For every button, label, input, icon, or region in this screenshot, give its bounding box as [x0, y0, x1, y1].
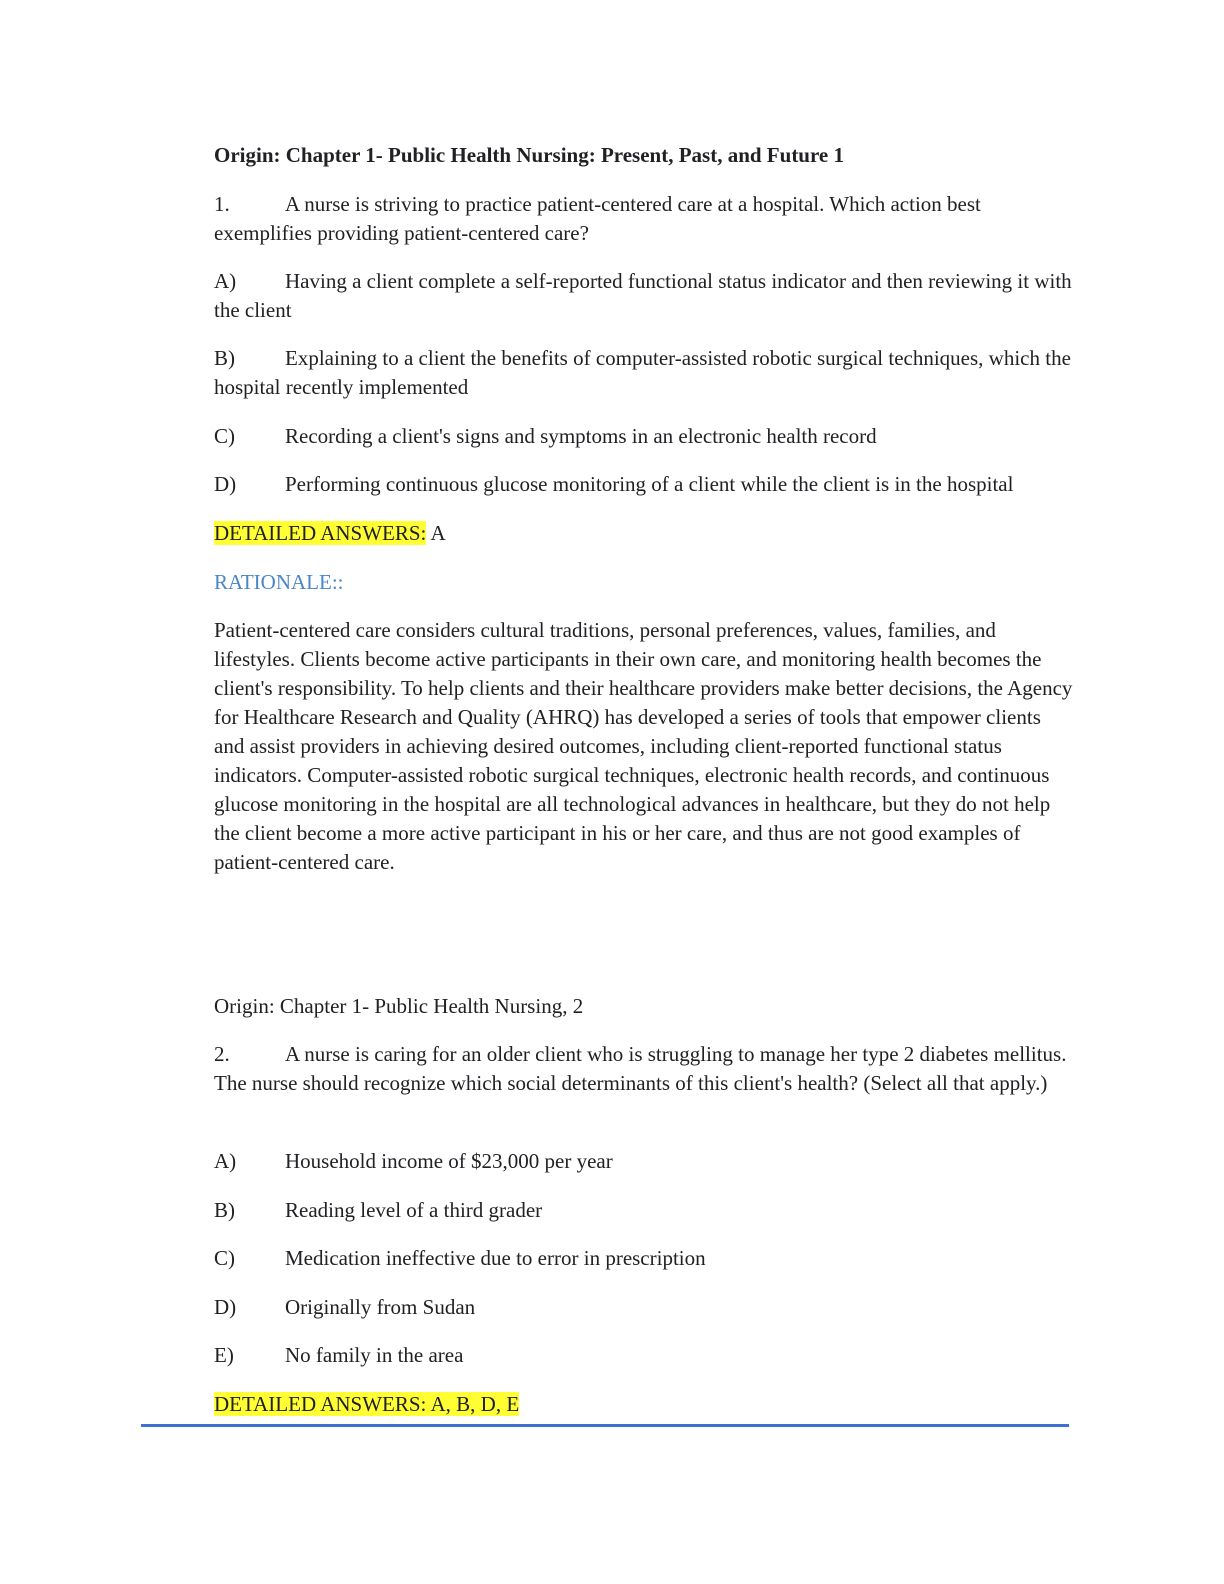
q2-option-d-text: Originally from Sudan: [285, 1295, 476, 1319]
q1-rationale-label: RATIONALE::: [214, 570, 344, 594]
q2-answer: [214, 1390, 1074, 1419]
q1-option-c-letter: C): [214, 424, 235, 448]
q2-option-d: [214, 1293, 1074, 1322]
q2-answer-label: DETAILED ANSWERS: A, B, D, E: [214, 1392, 520, 1416]
q1-option-a: [214, 267, 1074, 325]
q1-origin-heading: Origin: Chapter 1- Public Health Nursing: Present, Past, and Future 1: [214, 143, 844, 167]
q2-option-b-text: Reading level of a third grader: [285, 1198, 543, 1222]
q2-option-c-letter: C): [214, 1246, 235, 1270]
q2-question-text: A nurse is caring for an older client who is struggling to manage her type 2 diabetes mellitus. The nurse should recognize which social determinants of this client's health? (Select all that apply.): [214, 1042, 1067, 1095]
q1-option-c-text: Recording a client's signs and symptoms in an electronic health record: [285, 424, 877, 448]
q2-option-b: [214, 1196, 1074, 1225]
q2-origin-heading: Origin: Chapter 1- Public Health Nursing, 2: [214, 994, 584, 1018]
q2-question: [214, 1040, 1074, 1098]
q2-option-c-text: Medication ineffective due to error in prescription: [285, 1246, 706, 1270]
q1-rationale-text: Patient-centered care considers cultural traditions, personal preferences, values, families, and lifestyles. Clients become active participants in their own care, and monitoring health becomes the client's responsibility. To help clients and their healthcare providers make better decisions, the Agency for Healthcare Research and Quality (AHRQ) has developed a series of tools that empower clients and assist providers in achieving desired outcomes, including client-reported functional status indicators. Computer-assisted robotic surgical techniques, electronic health records, and continuous glucose monitoring in the hospital are all technological advances in healthcare, but they do not help the client become a more active participant in his or her care, and thus are not good examples of patient-centered care.: [214, 618, 1073, 874]
q1-option-c: [214, 422, 1074, 451]
q1-question-text: A nurse is striving to practice patient-centered care at a hospital. Which action best exemplifies providing patient-centered care?: [214, 192, 981, 245]
q2-number: 2.: [214, 1042, 230, 1066]
section-divider: [141, 1424, 1069, 1427]
q1-option-a-letter: A): [214, 269, 237, 293]
q1-question: [214, 190, 1074, 248]
q1-number: 1.: [214, 192, 230, 216]
q1-option-a-text: Having a client complete a self-reported functional status indicator and then reviewing it with the client: [214, 269, 1072, 322]
q1-answer: [214, 519, 1074, 548]
q1-option-b: [214, 344, 1074, 402]
q1-answer-label: DETAILED ANSWERS:: [214, 521, 427, 545]
q1-option-d-text: Performing continuous glucose monitoring of a client while the client is in the hospital: [285, 472, 1014, 496]
q1-option-b-letter: B): [214, 346, 235, 370]
q2-option-a: [214, 1147, 1074, 1176]
q2-option-e-letter: E): [214, 1343, 234, 1367]
q1-option-d-letter: D): [214, 472, 237, 496]
q2-option-d-letter: D): [214, 1295, 237, 1319]
q1-answer-value: A: [426, 521, 446, 545]
q2-option-a-text: Household income of $23,000 per year: [285, 1149, 613, 1173]
q2-option-c: [214, 1244, 1074, 1273]
q2-option-a-letter: A): [214, 1149, 237, 1173]
q2-option-e-text: No family in the area: [285, 1343, 464, 1367]
q1-option-b-text: Explaining to a client the benefits of computer-assisted robotic surgical techniques, which the hospital recently implemented: [214, 346, 1071, 399]
q1-option-d: [214, 470, 1074, 499]
q2-option-e: [214, 1341, 1074, 1370]
q2-option-b-letter: B): [214, 1198, 235, 1222]
